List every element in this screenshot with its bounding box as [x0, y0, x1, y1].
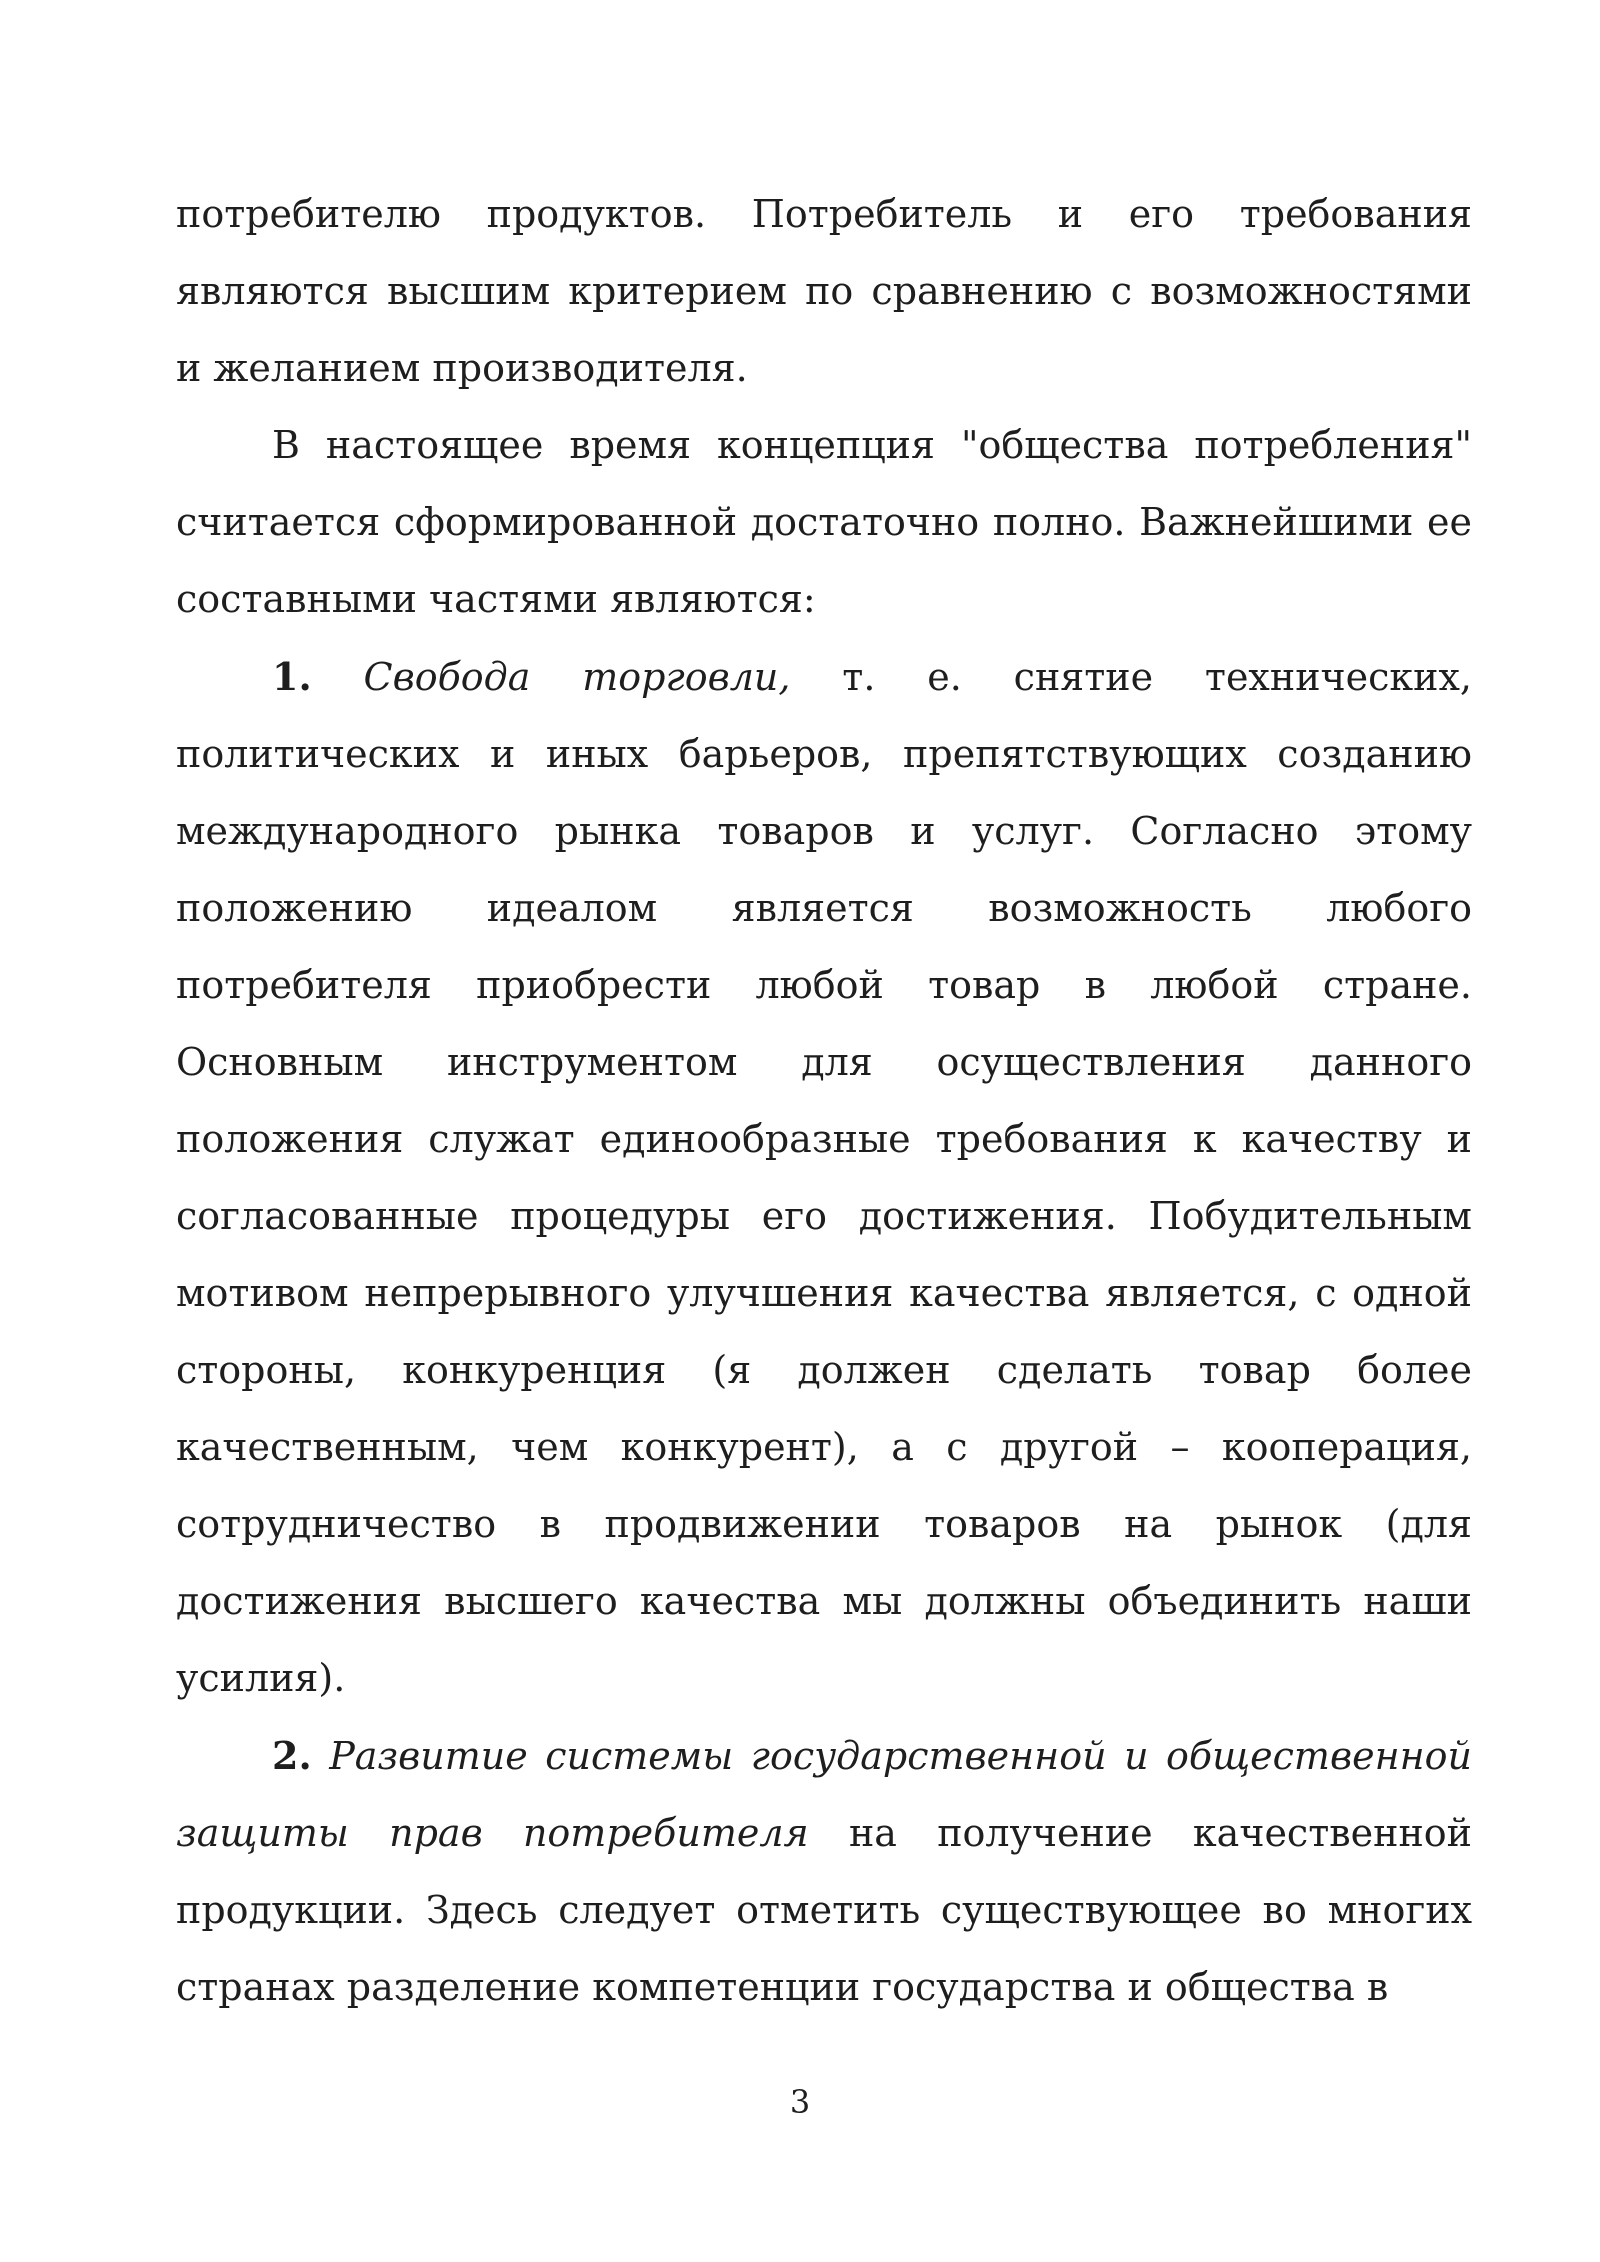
- list-item-2-number: 2.: [272, 1733, 312, 1778]
- list-item-2-emphasis: Развитие системы государственной и общественной защиты прав потребителя: [176, 1734, 1472, 1855]
- list-item-2: [176, 1717, 1472, 2026]
- list-item-1: [176, 638, 1472, 1717]
- paragraph-continuation: потребителю продуктов. Потребитель и его требования являются высшим критерием по сравнению с возможностями и желанием производителя.: [176, 192, 1472, 390]
- list-item-1-text: т. е. снятие технических, политических и иных барьеров, препятствующих созданию международного рынка товаров и услуг. Согласно этому положению идеалом является возможность любого потребителя приобрести любой товар в любой стране. Основным инструментом для осуществления данного положения служат единообразные требования к качеству и согласованные процедуры его достижения. Побудительным мотивом непрерывного улучшения качества является, с одной стороны, конкуренция (я должен сделать товар более качественным, чем конкурент), а с другой – кооперация, сотрудничество в продвижении товаров на рынок (для достижения высшего качества мы должны объединить наши усилия).: [176, 655, 1472, 1700]
- list-item-2-text: на получение качественной продукции. Здесь следует отметить существующее во многих странах разделение компетенции государства и общества в: [176, 1811, 1472, 2009]
- page-number: 3: [789, 2083, 811, 2121]
- body-text: [176, 176, 1472, 2026]
- paragraph-concept-intro: В настоящее время концепция "общества потребления" считается сформированной достаточно полно. Важнейшими ее составными частями являются:: [176, 423, 1472, 621]
- list-item-1-emphasis: Свобода торговли,: [363, 655, 791, 699]
- list-item-1-number: 1.: [272, 654, 312, 699]
